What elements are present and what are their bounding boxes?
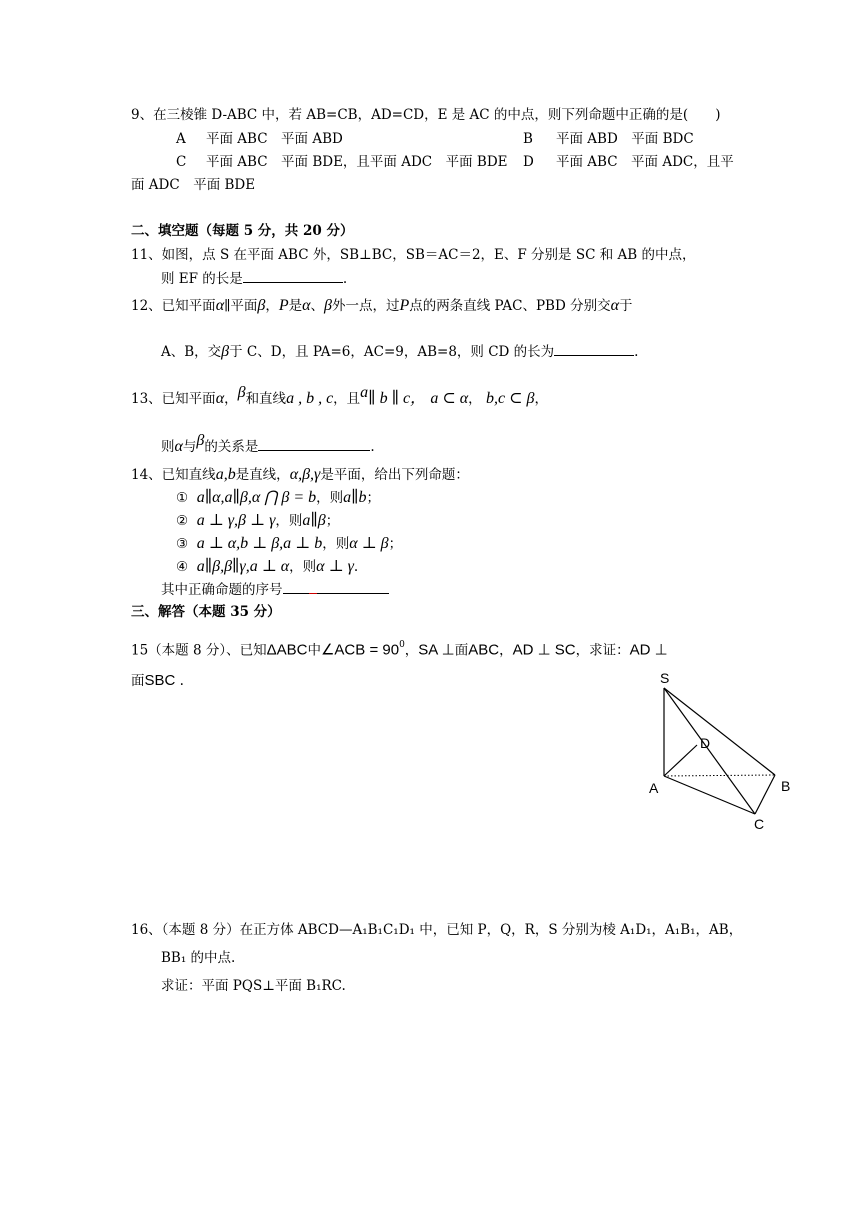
tetrahedron-figure (640, 668, 800, 833)
q9-option-c: 平面 ABC 平面 BDE，且平面 ADC 平面 BDE (206, 154, 508, 170)
label-C: C (754, 816, 765, 832)
q9-option-d-continued: 面 ADC 平面 BDE (131, 177, 256, 193)
q11-line1: 11、如图，点 S 在平面 ABC 外，SB⊥BC，SB＝AC＝2，E、F 分别是 SC 和 AB 的中点， (131, 247, 696, 263)
q9-option-d: 平面 ABC 平面 ADC，且平 (556, 154, 734, 170)
q9-option-a-letter: A (176, 131, 186, 147)
section-2-title: 二、填空题（每题 5 分，共 20 分） (131, 223, 354, 239)
q12-answer-blank[interactable] (554, 342, 634, 356)
q11-line2: 则 EF 的长是 . (161, 271, 348, 287)
q14-line1: 14、已知直线a,b是直线，α,β,γ是平面，给出下列命题： (131, 466, 469, 483)
q9-option-a: 平面 ABC 平面 ABD (206, 131, 343, 147)
q14-answer-blank[interactable] (283, 580, 389, 594)
label-S: S (660, 670, 670, 686)
label-D: D (700, 735, 711, 751)
q13-line2: 则α与β的关系是 . (161, 432, 375, 455)
q9-option-d-letter: D (523, 154, 534, 170)
q9-option-b: 平面 ABD 平面 BDC (556, 131, 694, 147)
q9-option-c-letter: C (176, 154, 187, 170)
q15-line1: 15（本题 8 分）、已知ΔABC中∠ACB = $90^0$，SA ⊥面ABC，AD ⊥ SC，求证：AD ⊥ (131, 640, 668, 659)
segment-AD (664, 745, 697, 776)
edge-SB (664, 688, 775, 775)
q9-option-b-letter: B (523, 131, 533, 147)
q14-proposition-4: ④ a∥β,β∥γ,a ⊥ α，则α ⊥ γ. (176, 558, 359, 575)
q12-line1: 12、已知平面α∥平面β，P是α、β外一点，过P点的两条直线 PAC、PBD 分别交α于 (131, 297, 633, 314)
label-A: A (649, 780, 659, 796)
label-B: B (781, 778, 791, 794)
q9-stem: 9、在三棱锥 D-ABC 中，若 AB=CB，AD=CD，E 是 AC 的中点，则下列命题中正确的是( ) (131, 107, 721, 123)
q15-line2: 面SBC . (131, 672, 184, 689)
section-3-title: 三、解答（本题 35 分） (131, 604, 281, 620)
q14-proposition-3: ③ a ⊥ α,b ⊥ β,a ⊥ b，则α ⊥ β； (176, 535, 403, 552)
q13-answer-blank[interactable] (258, 437, 370, 451)
q16-line3: 求证：平面 PQS⊥平面 B₁RC. (161, 978, 346, 994)
edge-AB-hidden (664, 775, 775, 776)
q14-proposition-1: ① a∥α,a∥β,α ⋂ β = b，则a∥b； (176, 489, 381, 506)
q14-answer-line: 其中正确命题的序号 (161, 580, 389, 599)
q16-line2: BB₁ 的中点. (161, 950, 236, 966)
q14-proposition-2: ② a ⊥ γ,β ⊥ γ，则a∥β； (176, 512, 340, 529)
q12-line2: A、B，交β于 C、D，且 PA=6，AC=9，AB=8，则 CD 的长为 . (161, 343, 639, 360)
q11-answer-blank[interactable] (243, 269, 343, 283)
q16-line1: 16、（本题 8 分）在正方体 ABCD—A₁B₁C₁D₁ 中，已知 P，Q，R，S 分别为棱 A₁D₁，A₁B₁，AB， (131, 922, 743, 938)
edge-CB (755, 775, 775, 814)
q13-line1: 13、已知平面α，β和直线a , b , c，且a∥ b ∥ c， a ⊂ α， b,c ⊂ β， (131, 384, 548, 407)
